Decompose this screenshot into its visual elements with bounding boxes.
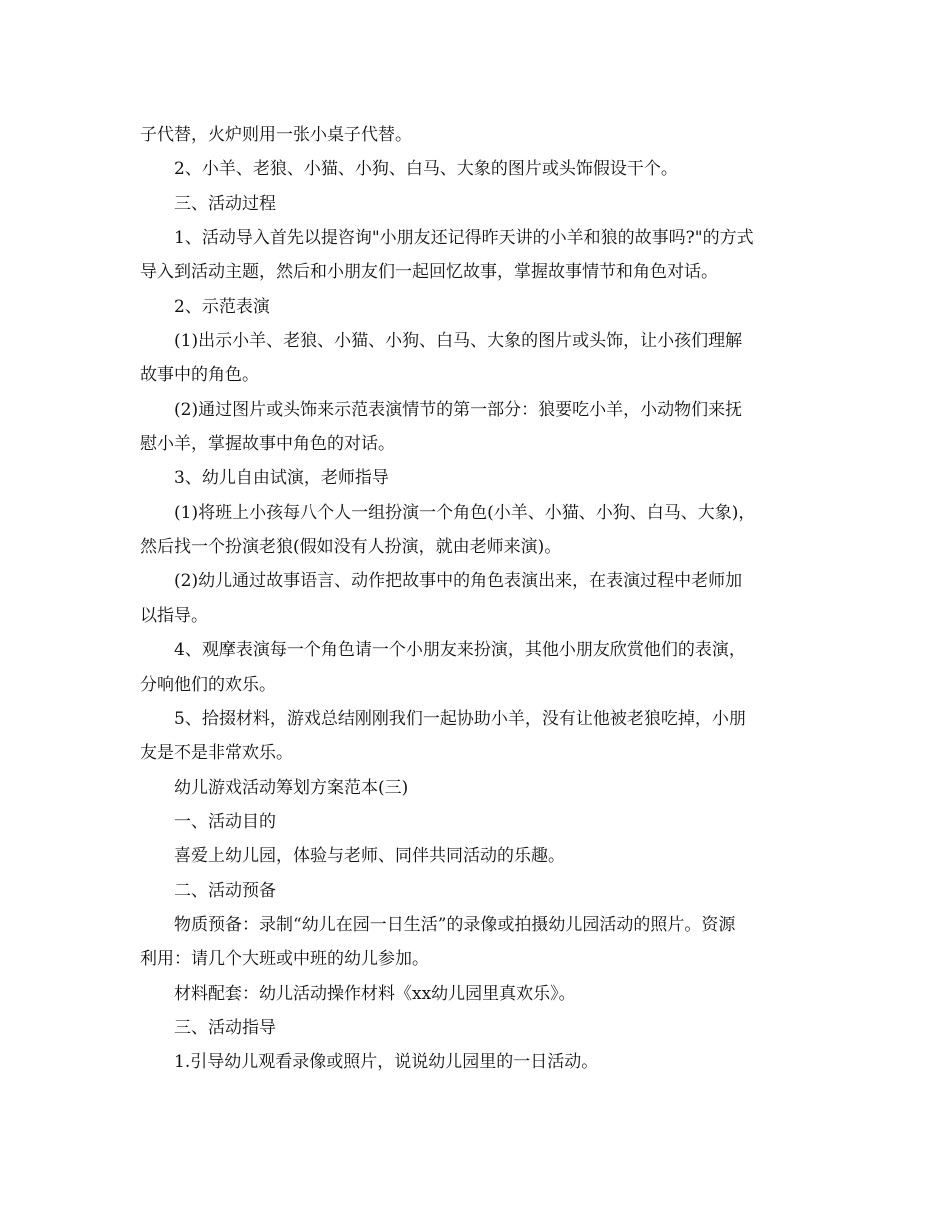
text-line: 喜爱上幼儿园，体验与老师、同伴共同活动的乐趣。 [174, 846, 565, 867]
text-line: 以指导。 [140, 605, 208, 626]
text-line: 2、示范表演 [174, 296, 270, 317]
text-line: 分响他们的欢乐。 [140, 674, 276, 695]
text-line: 4、观摩表演每一个角色请一个小朋友来扮演，其他小朋友欣赏他们的表演， [174, 640, 746, 661]
text-line: 慰小羊，掌握故事中角色的对话。 [140, 434, 395, 455]
text-line: 2、小羊、老狼、小猫、小狗、白马、大象的图片或头饰假设干个。 [174, 159, 678, 180]
text-line: (2)通过图片或头饰来示范表演情节的第一部分：狼要吃小羊，小动物们来抚 [174, 399, 743, 420]
text-line: 利用：请几个大班或中班的幼儿参加。 [140, 949, 429, 970]
text-line: 1、活动导入首先以提咨询"小朋友还记得昨天讲的小羊和狼的故事吗?"的方式 [174, 228, 754, 249]
text-line: (1)将班上小孩每八个人一组扮演一个角色(小羊、小猫、小狗、白马、大象)， [174, 502, 756, 523]
text-line: 一、活动目的 [174, 811, 276, 832]
text-line: 三、活动过程 [174, 193, 276, 214]
text-line: (2)幼儿通过故事语言、动作把故事中的角色表演出来，在表演过程中老师加 [174, 571, 743, 592]
text-line: 三、活动指导 [174, 1017, 276, 1038]
text-line: 导入到活动主题，然后和小朋友们一起回忆故事，掌握故事情节和角色对话。 [140, 262, 718, 283]
text-line: 子代替，火炉则用一张小桌子代替。 [140, 125, 412, 145]
text-line: 5、拾掇材料，游戏总结刚刚我们一起协助小羊，没有让他被老狼吃掉，小朋 [174, 708, 746, 729]
text-line: 二、活动预备 [174, 880, 276, 901]
text-line: 友是不是非常欢乐。 [140, 743, 293, 764]
text-line: (1)出示小羊、老狼、小猫、小狗、白马、大象的图片或头饰，让小孩们理解 [174, 331, 743, 352]
document-body [140, 118, 820, 1080]
text-line: 1.引导幼儿观看录像或照片，说说幼儿园里的一日活动。 [174, 1052, 599, 1073]
text-line: 3、幼儿自由试演，老师指导 [174, 468, 389, 489]
text-line: 然后找一个扮演老狼(假如没有人扮演，就由老师来演)。 [140, 537, 562, 558]
text-line: 材料配套：幼儿活动操作材料《xx幼儿园里真欢乐》。 [174, 983, 576, 1004]
text-line: 物质预备：录制“幼儿在园一日生活”的录像或拍摄幼儿园活动的照片。资源 [174, 914, 736, 935]
text-line: 故事中的角色。 [140, 365, 259, 386]
text-line: 幼儿游戏活动筹划方案范本(三) [174, 777, 409, 798]
